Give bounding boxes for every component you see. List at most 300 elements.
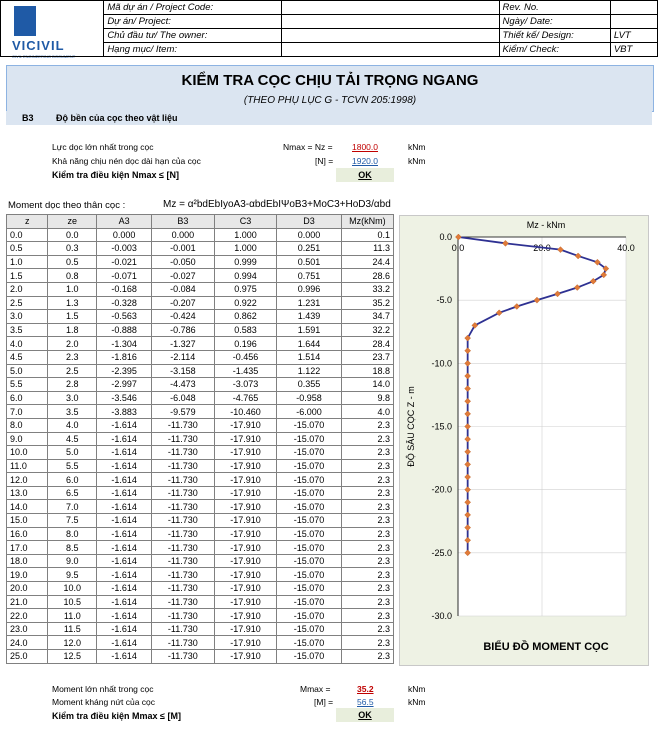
col-header-b3: B3 [152, 215, 215, 229]
axial-check-result: OK [336, 168, 394, 182]
table-cell-z: 2.5 [7, 296, 48, 310]
table-cell-mzknm: 2.3 [341, 459, 393, 473]
max-axial-value: 1800.0 [352, 142, 378, 152]
table-header-row [7, 215, 394, 229]
table-cell-z: 4.0 [7, 337, 48, 351]
table-row [7, 582, 394, 596]
table-cell-mzknm: 2.3 [341, 446, 393, 460]
table-cell-z: 21.0 [7, 595, 48, 609]
table-cell-mzknm: 2.3 [341, 527, 393, 541]
moment-table [6, 214, 394, 664]
table-cell-d3: 0.251 [277, 242, 341, 256]
table-cell-mzknm: 14.0 [341, 378, 393, 392]
table-cell-c3: 0.994 [214, 269, 277, 283]
table-cell-b3: -0.424 [152, 310, 215, 324]
table-row [7, 323, 394, 337]
crack-moment-value: 56.5 [357, 697, 374, 707]
table-cell-mzknm: 2.3 [341, 609, 393, 623]
table-cell-ze: 7.5 [48, 514, 97, 528]
table-cell-mzknm: 2.3 [341, 595, 393, 609]
project-code-value[interactable] [281, 1, 499, 15]
axial-capacity-unit: kNm [408, 156, 426, 166]
table-cell-z: 25.0 [7, 650, 48, 664]
table-row [7, 514, 394, 528]
table-cell-c3: 0.862 [214, 310, 277, 324]
table-cell-d3: -15.070 [277, 582, 341, 596]
table-cell-z: 23.0 [7, 622, 48, 636]
table-cell-c3: 0.975 [214, 282, 277, 296]
max-moment-symbol: Mmax = [300, 684, 331, 694]
col-header-ze: ze [48, 215, 97, 229]
table-cell-d3: -15.070 [277, 541, 341, 555]
title-band [6, 65, 654, 112]
table-row [7, 350, 394, 364]
table-cell-a3: -1.614 [97, 473, 152, 487]
table-cell-a3: -1.614 [97, 418, 152, 432]
table-cell-d3: -15.070 [277, 473, 341, 487]
table-cell-z: 20.0 [7, 582, 48, 596]
table-cell-b3: -0.786 [152, 323, 215, 337]
table-cell-mzknm: 34.7 [341, 310, 393, 324]
section-code: B3 [22, 113, 34, 123]
table-cell-c3: -17.910 [214, 541, 277, 555]
table-cell-ze: 3.5 [48, 405, 97, 419]
table-cell-d3: -15.070 [277, 432, 341, 446]
table-cell-b3: -11.730 [152, 636, 215, 650]
table-cell-b3: -11.730 [152, 554, 215, 568]
logo-tagline: CIVIL ENGINEERING DOCUMENT [12, 54, 76, 59]
table-cell-c3: -17.910 [214, 582, 277, 596]
table-cell-ze: 4.0 [48, 418, 97, 432]
table-cell-b3: -11.730 [152, 500, 215, 514]
date-label: Ngày/ Date: [499, 15, 610, 29]
table-row [7, 459, 394, 473]
table-cell-d3: -15.070 [277, 500, 341, 514]
table-cell-a3: -1.614 [97, 500, 152, 514]
table-body [7, 228, 394, 663]
moment-check-label: Kiểm tra điều kiện Mmax ≤ [M] [52, 711, 181, 721]
table-cell-c3: -17.910 [214, 446, 277, 460]
table-row [7, 473, 394, 487]
table-row [7, 650, 394, 664]
table-cell-ze: 0.5 [48, 255, 97, 269]
table-cell-c3: -17.910 [214, 500, 277, 514]
table-cell-b3: -1.327 [152, 337, 215, 351]
axial-capacity-symbol: [N] = [315, 156, 334, 166]
table-cell-d3: -15.070 [277, 595, 341, 609]
table-cell-b3: -0.084 [152, 282, 215, 296]
table-cell-z: 16.0 [7, 527, 48, 541]
table-cell-a3: -3.883 [97, 405, 152, 419]
table-cell-a3: -1.614 [97, 582, 152, 596]
table-cell-d3: -15.070 [277, 418, 341, 432]
table-cell-b3: -9.579 [152, 405, 215, 419]
table-cell-d3: 1.591 [277, 323, 341, 337]
section-header [6, 111, 652, 125]
table-cell-a3: -0.003 [97, 242, 152, 256]
table-cell-d3: -15.070 [277, 636, 341, 650]
table-cell-ze: 10.0 [48, 582, 97, 596]
table-cell-mzknm: 2.3 [341, 568, 393, 582]
table-cell-ze: 10.5 [48, 595, 97, 609]
table-cell-a3: -2.395 [97, 364, 152, 378]
table-cell-z: 9.0 [7, 432, 48, 446]
table-row [7, 282, 394, 296]
project-label: Dự án/ Project: [104, 15, 282, 29]
table-cell-d3: -15.070 [277, 609, 341, 623]
table-cell-d3: 1.122 [277, 364, 341, 378]
table-cell-c3: 0.583 [214, 323, 277, 337]
table-cell-b3: -11.730 [152, 418, 215, 432]
page-title: KIỂM TRA CỌC CHỊU TẢI TRỌNG NGANG [181, 72, 479, 89]
table-cell-d3: 0.751 [277, 269, 341, 283]
table-cell-ze: 12.5 [48, 650, 97, 664]
table-cell-ze: 6.5 [48, 486, 97, 500]
table-cell-z: 13.0 [7, 486, 48, 500]
table-cell-d3: 1.514 [277, 350, 341, 364]
table-cell-b3: -11.730 [152, 459, 215, 473]
table-cell-ze: 8.5 [48, 541, 97, 555]
table-cell-c3: -10.460 [214, 405, 277, 419]
table-cell-a3: -1.614 [97, 650, 152, 664]
owner-value[interactable] [281, 29, 499, 43]
y-tick-label: -5.0 [436, 295, 452, 306]
table-cell-d3: 1.439 [277, 310, 341, 324]
table-cell-z: 4.5 [7, 350, 48, 364]
table-cell-d3: -15.070 [277, 514, 341, 528]
table-cell-mzknm: 9.8 [341, 391, 393, 405]
table-cell-c3: -17.910 [214, 568, 277, 582]
table-cell-b3: -11.730 [152, 582, 215, 596]
table-cell-mzknm: 18.8 [341, 364, 393, 378]
table-cell-ze: 5.0 [48, 446, 97, 460]
table-cell-b3: 0.000 [152, 228, 215, 242]
table-cell-a3: -1.614 [97, 636, 152, 650]
table-cell-a3: -3.546 [97, 391, 152, 405]
table-row [7, 228, 394, 242]
table-cell-mzknm: 32.2 [341, 323, 393, 337]
table-cell-mzknm: 2.3 [341, 473, 393, 487]
chart-caption: BIỂU ĐỒ MOMENT CỌC [483, 641, 609, 653]
table-cell-c3: 0.922 [214, 296, 277, 310]
table-cell-ze: 7.0 [48, 500, 97, 514]
table-cell-c3: -17.910 [214, 486, 277, 500]
table-cell-c3: -17.910 [214, 473, 277, 487]
table-cell-c3: -17.910 [214, 527, 277, 541]
table-cell-c3: -0.456 [214, 350, 277, 364]
table-row [7, 595, 394, 609]
table-cell-ze: 1.0 [48, 282, 97, 296]
table-cell-b3: -11.730 [152, 527, 215, 541]
table-cell-b3: -11.730 [152, 595, 215, 609]
table-cell-z: 0.5 [7, 242, 48, 256]
col-header-mz: Mz(kNm) [341, 215, 393, 229]
table-row [7, 310, 394, 324]
table-cell-z: 6.0 [7, 391, 48, 405]
table-cell-a3: -0.168 [97, 282, 152, 296]
table-cell-b3: -3.158 [152, 364, 215, 378]
table-row [7, 405, 394, 419]
project-value[interactable] [281, 15, 499, 29]
table-cell-ze: 0.3 [48, 242, 97, 256]
table-cell-d3: 1.231 [277, 296, 341, 310]
table-cell-d3: 0.000 [277, 228, 341, 242]
y-axis-label: ĐỘ SÂU CỌC Z - m [406, 386, 416, 467]
y-tick-label: -10.0 [431, 358, 452, 369]
table-cell-a3: -0.021 [97, 255, 152, 269]
owner-label: Chủ đầu tư/ The owner: [104, 29, 282, 43]
table-cell-a3: -1.614 [97, 609, 152, 623]
table-cell-b3: -4.473 [152, 378, 215, 392]
design-value[interactable]: LVT [610, 29, 657, 43]
table-cell-c3: -17.910 [214, 432, 277, 446]
table-cell-c3: -17.910 [214, 650, 277, 664]
table-cell-c3: -17.910 [214, 418, 277, 432]
table-cell-d3: 0.501 [277, 255, 341, 269]
table-cell-z: 1.5 [7, 269, 48, 283]
table-row [7, 446, 394, 460]
table-cell-d3: -0.958 [277, 391, 341, 405]
y-tick-label: -15.0 [431, 421, 452, 432]
table-cell-z: 12.0 [7, 473, 48, 487]
table-cell-a3: -1.614 [97, 486, 152, 500]
table-cell-d3: -15.070 [277, 622, 341, 636]
table-row [7, 622, 394, 636]
table-cell-z: 22.0 [7, 609, 48, 623]
table-cell-mzknm: 28.6 [341, 269, 393, 283]
table-row [7, 541, 394, 555]
y-tick-label: -25.0 [431, 547, 452, 558]
table-cell-a3: -0.071 [97, 269, 152, 283]
table-cell-ze: 11.0 [48, 609, 97, 623]
y-tick-label: -20.0 [431, 484, 452, 495]
table-row [7, 242, 394, 256]
table-cell-z: 8.0 [7, 418, 48, 432]
table-cell-d3: 1.644 [277, 337, 341, 351]
max-moment-value: 35.2 [357, 684, 374, 694]
item-value[interactable] [281, 43, 499, 57]
moment-formula-label: Moment dọc theo thân cọc : [8, 200, 126, 211]
table-cell-z: 2.0 [7, 282, 48, 296]
table-row [7, 527, 394, 541]
table-cell-b3: -11.730 [152, 514, 215, 528]
table-cell-mzknm: 2.3 [341, 514, 393, 528]
project-header-table [0, 0, 658, 57]
table-cell-b3: -11.730 [152, 486, 215, 500]
table-cell-ze: 9.5 [48, 568, 97, 582]
table-row [7, 554, 394, 568]
table-cell-z: 5.5 [7, 378, 48, 392]
table-cell-ze: 0.0 [48, 228, 97, 242]
table-cell-a3: -1.614 [97, 459, 152, 473]
table-cell-z: 19.0 [7, 568, 48, 582]
date-value[interactable] [610, 15, 657, 29]
table-cell-mzknm: 2.3 [341, 418, 393, 432]
table-cell-ze: 1.5 [48, 310, 97, 324]
design-label: Thiết kế/ Design: [499, 29, 610, 43]
table-cell-mzknm: 2.3 [341, 582, 393, 596]
logo-text: VICIVIL [12, 38, 65, 53]
x-tick-label: 0.0 [451, 243, 465, 253]
table-row [7, 364, 394, 378]
crack-moment-unit: kNm [408, 697, 426, 707]
table-cell-z: 1.0 [7, 255, 48, 269]
table-row [7, 269, 394, 283]
table-cell-b3: -0.050 [152, 255, 215, 269]
table-cell-ze: 4.5 [48, 432, 97, 446]
table-cell-z: 15.0 [7, 514, 48, 528]
table-cell-b3: -11.730 [152, 446, 215, 460]
table-cell-b3: -0.207 [152, 296, 215, 310]
table-row [7, 609, 394, 623]
table-cell-c3: -17.910 [214, 609, 277, 623]
table-cell-a3: -1.614 [97, 554, 152, 568]
x-tick-label: 20.0 [533, 243, 551, 253]
table-cell-c3: -17.910 [214, 595, 277, 609]
col-header-d3: D3 [277, 215, 341, 229]
table-cell-ze: 6.0 [48, 473, 97, 487]
table-cell-mzknm: 2.3 [341, 636, 393, 650]
table-cell-z: 5.0 [7, 364, 48, 378]
table-row [7, 568, 394, 582]
max-moment-label: Moment lớn nhất trong cọc [52, 684, 154, 694]
table-cell-b3: -11.730 [152, 622, 215, 636]
table-cell-a3: -1.304 [97, 337, 152, 351]
table-cell-a3: -0.328 [97, 296, 152, 310]
table-cell-ze: 2.0 [48, 337, 97, 351]
table-row [7, 255, 394, 269]
table-cell-b3: -11.730 [152, 541, 215, 555]
table-cell-b3: -0.001 [152, 242, 215, 256]
table-cell-d3: -15.070 [277, 568, 341, 582]
table-cell-b3: -11.730 [152, 609, 215, 623]
moment-chart-svg [400, 216, 648, 665]
table-cell-z: 7.0 [7, 405, 48, 419]
table-cell-c3: -17.910 [214, 554, 277, 568]
table-cell-ze: 12.0 [48, 636, 97, 650]
table-cell-mzknm: 2.3 [341, 486, 393, 500]
table-cell-a3: -1.614 [97, 595, 152, 609]
table-cell-c3: -17.910 [214, 636, 277, 650]
table-cell-mzknm: 2.3 [341, 650, 393, 664]
table-row [7, 337, 394, 351]
check-label: Kiểm/ Check: [499, 43, 610, 57]
table-cell-ze: 2.5 [48, 364, 97, 378]
table-cell-mzknm: 4.0 [341, 405, 393, 419]
table-cell-b3: -6.048 [152, 391, 215, 405]
table-cell-a3: -0.563 [97, 310, 152, 324]
table-cell-ze: 2.3 [48, 350, 97, 364]
max-axial-unit: kNm [408, 142, 426, 152]
crack-moment-symbol: [M] = [314, 697, 334, 707]
table-cell-z: 18.0 [7, 554, 48, 568]
table-cell-ze: 9.0 [48, 554, 97, 568]
table-row [7, 296, 394, 310]
table-cell-b3: -2.114 [152, 350, 215, 364]
table-cell-d3: -15.070 [277, 459, 341, 473]
max-moment-unit: kNm [408, 684, 426, 694]
max-axial-symbol: Nmax = Nz = [283, 142, 333, 152]
chart-title: Mz - kNm [526, 220, 566, 230]
axial-capacity-label: Khả năng chịu nén dọc dài hạn của cọc [52, 156, 201, 166]
table-cell-a3: -1.614 [97, 514, 152, 528]
table-cell-a3: -1.614 [97, 446, 152, 460]
table-cell-b3: -11.730 [152, 568, 215, 582]
table-cell-c3: -4.765 [214, 391, 277, 405]
max-axial-label: Lực dọc lớn nhất trong cọc [52, 142, 154, 152]
table-cell-b3: -11.730 [152, 432, 215, 446]
col-header-z: z [7, 215, 48, 229]
table-cell-z: 10.0 [7, 446, 48, 460]
table-cell-z: 3.0 [7, 310, 48, 324]
table-cell-z: 17.0 [7, 541, 48, 555]
table-cell-mzknm: 0.1 [341, 228, 393, 242]
table-cell-c3: 1.000 [214, 228, 277, 242]
table-cell-mzknm: 2.3 [341, 622, 393, 636]
table-cell-a3: -2.997 [97, 378, 152, 392]
project-code-label: Mã dự án / Project Code: [104, 1, 282, 15]
table-row [7, 391, 394, 405]
table-cell-mzknm: 23.7 [341, 350, 393, 364]
table-cell-ze: 5.5 [48, 459, 97, 473]
table-cell-mzknm: 11.3 [341, 242, 393, 256]
rev-no-value[interactable] [610, 1, 657, 15]
table-cell-mzknm: 2.3 [341, 541, 393, 555]
table-cell-z: 24.0 [7, 636, 48, 650]
table-cell-a3: 0.000 [97, 228, 152, 242]
table-cell-z: 11.0 [7, 459, 48, 473]
table-cell-mzknm: 28.4 [341, 337, 393, 351]
col-header-c3: C3 [214, 215, 277, 229]
table-row [7, 636, 394, 650]
table-cell-d3: -15.070 [277, 446, 341, 460]
crack-moment-label: Moment kháng nứt của cọc [52, 697, 156, 707]
table-cell-mzknm: 2.3 [341, 500, 393, 514]
table-cell-c3: 1.000 [214, 242, 277, 256]
table-cell-d3: -15.070 [277, 650, 341, 664]
table-cell-a3: -1.614 [97, 527, 152, 541]
table-cell-d3: -6.000 [277, 405, 341, 419]
table-cell-d3: 0.355 [277, 378, 341, 392]
item-label: Hạng mục/ Item: [104, 43, 282, 57]
table-cell-mzknm: 33.2 [341, 282, 393, 296]
moment-check-result: OK [336, 708, 394, 722]
rev-no-label: Rev. No. [499, 1, 610, 15]
table-cell-ze: 1.3 [48, 296, 97, 310]
table-cell-mzknm: 35.2 [341, 296, 393, 310]
check-value[interactable]: VBT [610, 43, 657, 57]
table-cell-c3: 0.999 [214, 255, 277, 269]
table-cell-d3: -15.070 [277, 554, 341, 568]
table-cell-mzknm: 24.4 [341, 255, 393, 269]
table-cell-d3: -15.070 [277, 527, 341, 541]
axial-check-label: Kiểm tra điều kiện Nmax ≤ [N] [52, 170, 179, 180]
table-cell-a3: -0.888 [97, 323, 152, 337]
table-row [7, 378, 394, 392]
table-cell-a3: -1.614 [97, 432, 152, 446]
table-cell-b3: -0.027 [152, 269, 215, 283]
table-cell-a3: -1.614 [97, 622, 152, 636]
table-cell-z: 3.5 [7, 323, 48, 337]
table-cell-c3: -17.910 [214, 514, 277, 528]
table-row [7, 418, 394, 432]
table-cell-b3: -11.730 [152, 473, 215, 487]
table-cell-c3: -1.435 [214, 364, 277, 378]
page-subtitle: (THEO PHỤ LỤC G - TCVN 205:1998) [243, 95, 417, 106]
table-cell-z: 0.0 [7, 228, 48, 242]
table-cell-a3: -1.614 [97, 568, 152, 582]
table-row [7, 432, 394, 446]
